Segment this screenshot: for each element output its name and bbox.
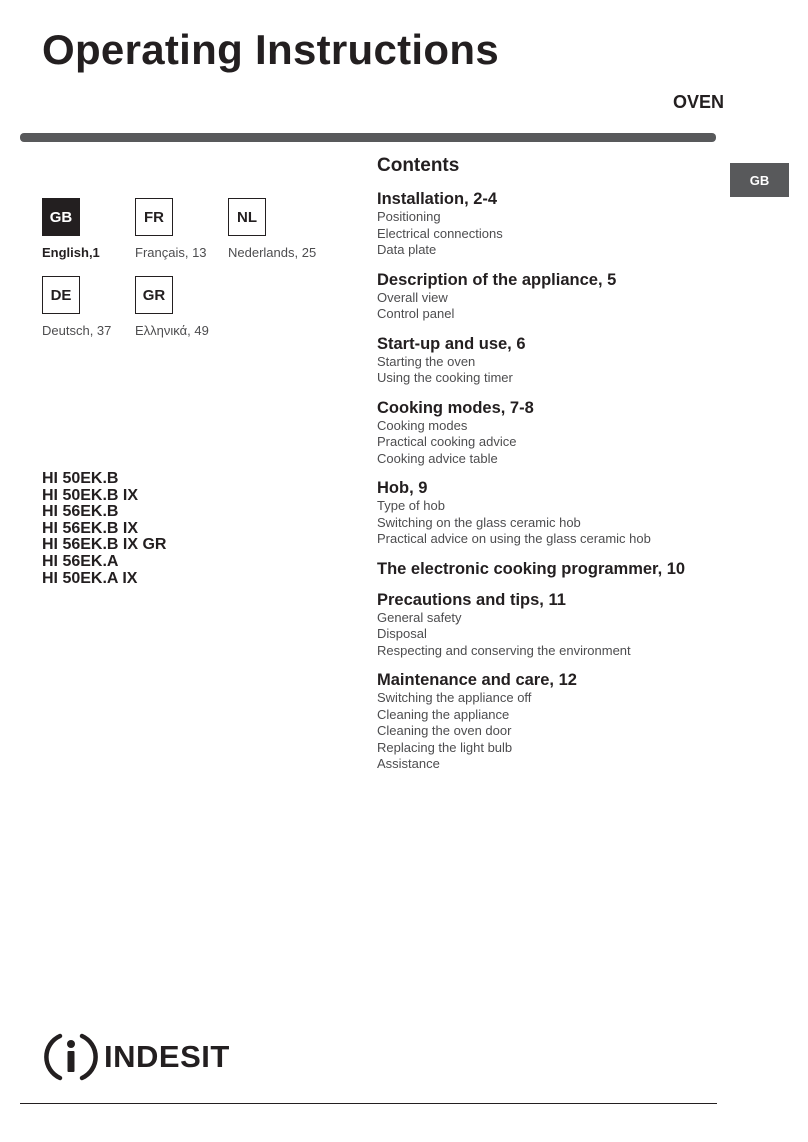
language-code-box[interactable]: NL [228,198,266,236]
language-label: Deutsch, 37 [42,323,112,338]
model-number: HI 50EK.A IX [42,569,138,587]
footer-divider [20,1103,717,1104]
brand-logo [44,1030,230,1084]
language-option-nl[interactable] [228,198,328,260]
toc-item[interactable]: Respecting and conserving the environment [377,642,631,658]
toc-section-installation [377,189,737,259]
toc-item[interactable]: Data plate [377,242,437,257]
toc-item[interactable]: Switching the appliance off [377,690,532,705]
language-label: Nederlands, 25 [228,245,317,260]
toc-item[interactable]: Assistance [377,756,440,771]
language-option-gb[interactable] [42,198,142,260]
product-type: OVEN [672,92,724,112]
toc-section-cooking-modes [377,398,737,468]
toc-section-title[interactable]: Hob, 9 [377,479,428,497]
toc-item[interactable]: Switching on the glass ceramic hob [377,514,581,530]
toc-item[interactable]: Control panel [377,306,455,321]
toc-item[interactable]: Practical advice on using the glass ceramic hob [377,531,651,546]
model-number: HI 56EK.B IX GR [42,536,167,554]
toc-item[interactable]: Overall view [377,289,448,305]
toc-section-title[interactable]: Installation, 2-4 [377,190,498,208]
language-label: Français, 13 [135,245,207,260]
toc-section-title[interactable]: Start-up and use, 6 [377,334,526,353]
model-number: HI 56EK.A [42,552,119,570]
toc-section-title[interactable]: Maintenance and care, 12 [377,671,577,689]
contents-heading: Contents [377,155,460,176]
indesit-info-icon [44,1030,98,1084]
toc-item[interactable]: Electrical connections [377,225,503,241]
toc-section-maintenance [377,670,737,773]
toc-item[interactable]: Cooking modes [377,417,468,433]
language-side-tab[interactable]: GB [730,163,789,197]
language-code-box[interactable]: FR [135,198,173,236]
toc-item[interactable]: Disposal [377,626,427,641]
toc-item[interactable]: Starting the oven [377,353,476,369]
toc-item[interactable]: Cooking advice table [377,450,498,466]
language-label: English,1 [42,245,100,260]
toc-item[interactable]: Cleaning the oven door [377,723,512,738]
language-code-box[interactable]: GR [135,276,173,314]
toc-item[interactable]: Using the cooking timer [377,370,513,385]
model-list [42,471,166,587]
toc-section-title[interactable]: Cooking modes, 7-8 [377,398,534,417]
toc-item[interactable]: Positioning [377,209,441,224]
model-number: HI 56EK.B [42,503,119,521]
toc-section-precautions [377,590,737,660]
model-number: HI 56EK.B IX [42,519,139,537]
language-option-gr[interactable] [135,276,235,338]
language-option-fr[interactable] [135,198,235,260]
toc-item[interactable]: General safety [377,609,462,625]
header-divider [20,133,716,142]
toc-section-hob [377,478,737,548]
language-code-box[interactable]: GB [42,198,80,236]
toc-section-start-up [377,334,737,387]
toc-section-title[interactable]: Precautions and tips, 11 [377,590,566,609]
toc-item[interactable]: Replacing the light bulb [377,739,513,755]
toc-section-programmer [377,559,737,579]
toc-item[interactable]: Practical cooking advice [377,434,517,449]
model-number: HI 50EK.B [42,470,119,487]
toc-section-title[interactable]: The electronic cooking programmer, 10 [377,559,686,578]
language-option-de[interactable] [42,276,142,338]
toc-section-description [377,270,737,323]
toc-item[interactable]: Type of hob [377,498,445,513]
page-title: Operating Instructions [42,26,499,73]
toc-section-title[interactable]: Description of the appliance, 5 [377,270,617,289]
language-label: Ελληνικά, 49 [135,323,209,338]
table-of-contents [377,155,737,784]
language-code-box[interactable]: DE [42,276,80,314]
brand-name: INDESIT [104,1039,230,1074]
model-number: HI 50EK.B IX [42,486,139,504]
toc-item[interactable]: Cleaning the appliance [377,706,510,722]
